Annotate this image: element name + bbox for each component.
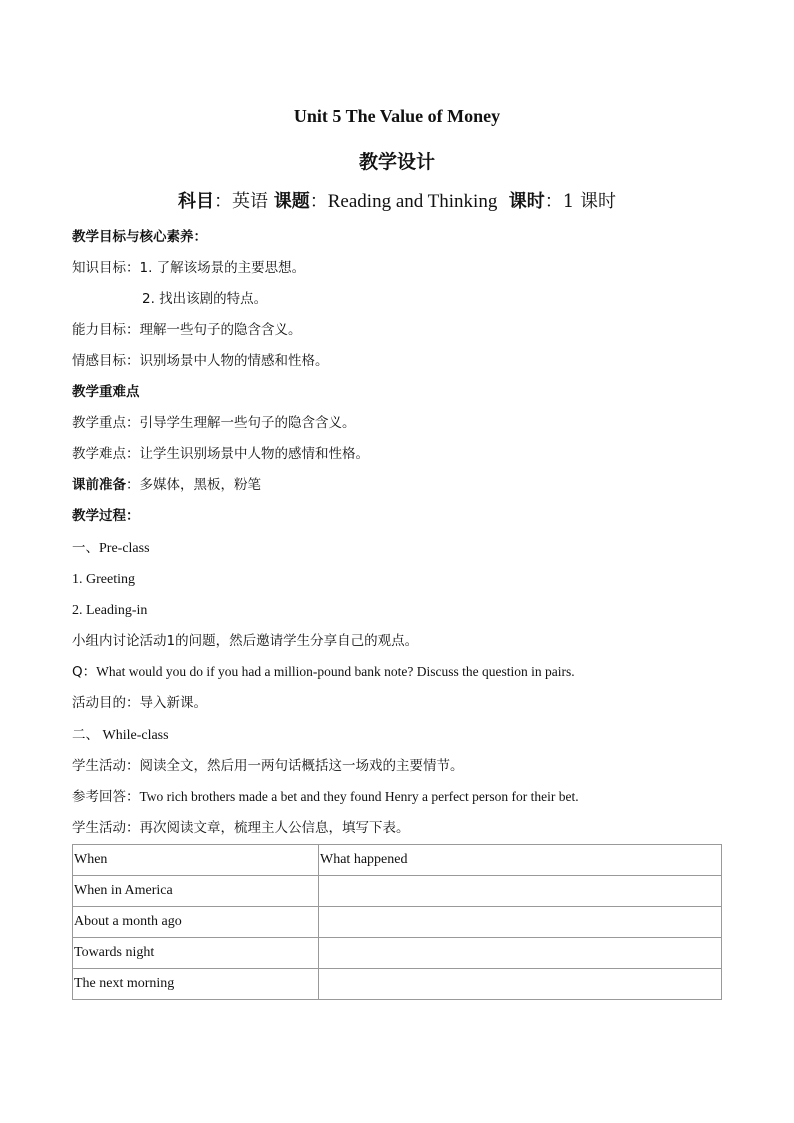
- colon: ：: [309, 191, 328, 212]
- header-when: When: [73, 845, 319, 876]
- reference-answer: [72, 788, 579, 806]
- knowledge-goal-1: [72, 259, 305, 277]
- part2-heading: [72, 726, 169, 745]
- question-label: Q：: [72, 664, 97, 680]
- row-when: When in America: [73, 876, 319, 907]
- prep-value: ：多媒体，黑板，粉笔: [126, 477, 261, 493]
- question-line: [72, 663, 575, 681]
- header-what-happened: What happened: [319, 845, 722, 876]
- knowledge-label: 知识目标：: [72, 260, 140, 276]
- row-when: Towards night: [73, 938, 319, 969]
- period-label: 课时: [508, 191, 545, 212]
- key-point: 教学重点：引导学生理解一些句子的隐含含义。: [72, 415, 356, 431]
- row-what-happened[interactable]: [319, 969, 722, 1000]
- preparation: [72, 476, 261, 494]
- unit-title: Unit 5 The Value of Money: [293, 106, 501, 126]
- discussion-instruction: 小组内讨论活动1的问题，然后邀请学生分享自己的观点。: [72, 633, 419, 649]
- ability-goal: 能力目标：理解一些句子的隐含含义。: [72, 322, 302, 338]
- course-info-line: [0, 187, 794, 213]
- part1-title: Pre-class: [99, 541, 150, 556]
- greeting-text: 1. Greeting: [72, 572, 135, 587]
- question-text: What would you do if you had a million-pound bank note? Discuss the question in pairs.: [96, 664, 575, 679]
- leading-in-text: 2. Leading-in: [72, 603, 148, 618]
- period-value: 1 课时: [562, 191, 616, 212]
- part1-num: 一、: [72, 540, 99, 556]
- goals-heading: 教学目标与核心素养：: [72, 229, 207, 245]
- topic-value: Reading and Thinking: [327, 191, 498, 212]
- topic-label: 课题: [273, 191, 310, 212]
- table-header-row: [73, 845, 722, 876]
- row-what-happened[interactable]: [319, 907, 722, 938]
- colon: ：: [544, 191, 563, 212]
- row-what-happened[interactable]: [319, 938, 722, 969]
- part2-title: While-class: [99, 728, 169, 743]
- subject-label: 科目: [178, 191, 215, 212]
- knowledge-goal-2: 2. 找出该剧的特点。: [142, 291, 268, 307]
- doc-type-heading: 教学设计: [358, 151, 435, 173]
- row-when: The next morning: [73, 969, 319, 1000]
- colon: ：: [214, 191, 233, 212]
- row-what-happened[interactable]: [319, 876, 722, 907]
- subject-value: 英语: [232, 191, 269, 212]
- emotion-goal: 情感目标：识别场景中人物的情感和性格。: [72, 353, 329, 369]
- prep-label: 课前准备: [72, 477, 126, 493]
- table-row: [73, 969, 722, 1000]
- key-points-heading: 教学重难点: [72, 384, 140, 400]
- student-activity-1: 学生活动：阅读全文，然后用一两句话概括这一场戏的主要情节。: [72, 758, 464, 774]
- table-row: [73, 876, 722, 907]
- answer-label: 参考回答：: [72, 789, 140, 805]
- greeting-step: [72, 570, 135, 589]
- difficult-point: 教学难点：让学生识别场景中人物的感情和性格。: [72, 446, 369, 462]
- table-row: [73, 907, 722, 938]
- part2-num: 二、: [72, 727, 99, 743]
- table-row: [73, 938, 722, 969]
- answer-text: Two rich brothers made a bet and they found Henry a perfect person for their bet.: [139, 789, 579, 804]
- process-heading: 教学过程：: [72, 508, 140, 524]
- row-when: About a month ago: [73, 907, 319, 938]
- activity-purpose: 活动目的：导入新课。: [72, 695, 207, 711]
- leading-in-step: [72, 601, 147, 620]
- student-activity-2: 学生活动：再次阅读文章，梳理主人公信息，填写下表。: [72, 820, 410, 836]
- knowledge-item-1: 1. 了解该场景的主要思想。: [139, 260, 306, 276]
- timeline-table: [72, 844, 722, 1000]
- part1-heading: [72, 539, 150, 558]
